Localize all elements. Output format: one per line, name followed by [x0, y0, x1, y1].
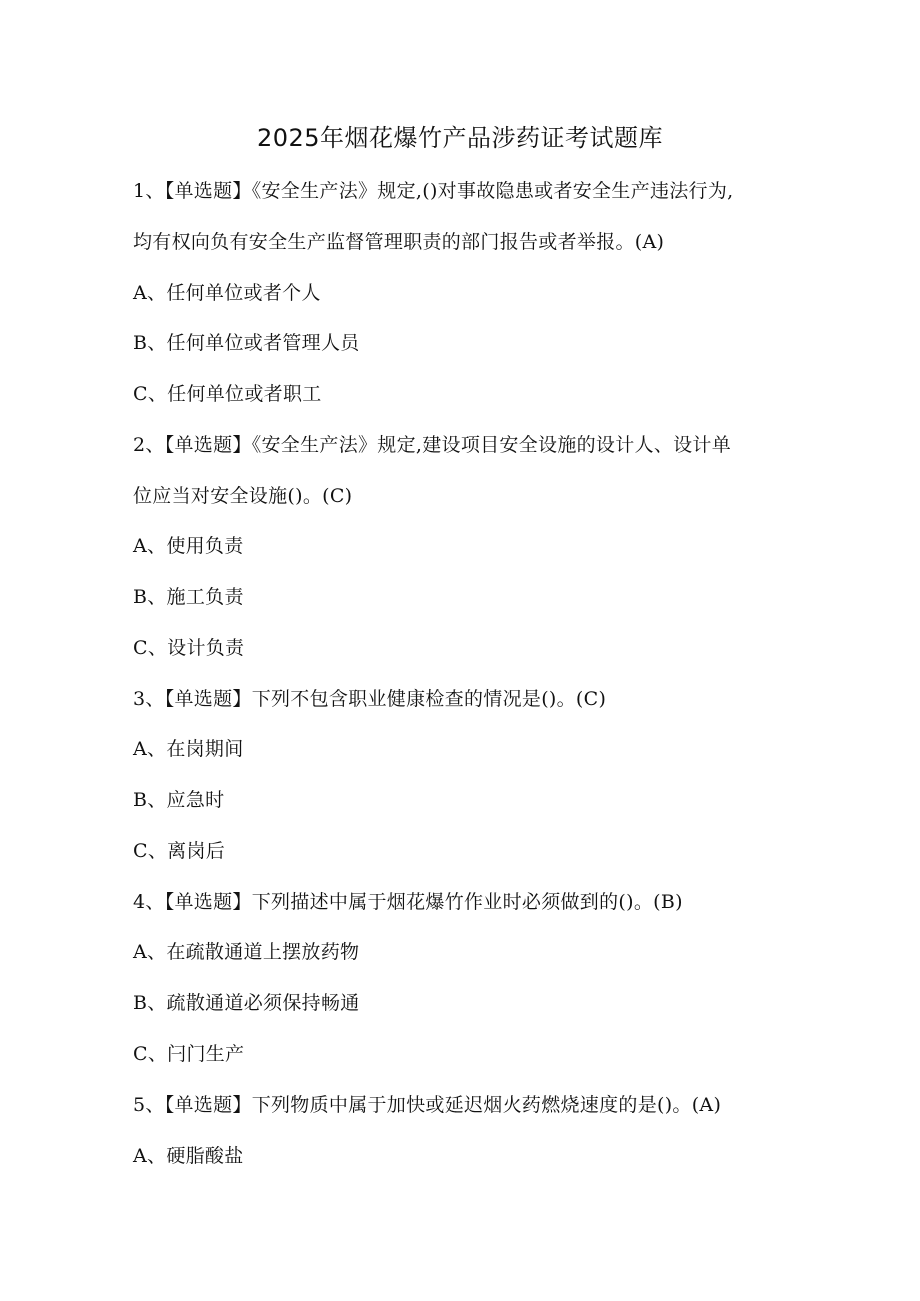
question-2-text-line-2: 位应当对安全设施()。(C) — [133, 485, 353, 507]
question-3-option-b: B、应急时 — [133, 789, 225, 811]
question-5-option-a: A、硬脂酸盐 — [133, 1145, 244, 1167]
question-2-text-line-1: 2、【单选题】《安全生产法》规定,建设项目安全设施的设计人、设计单 — [133, 434, 732, 456]
question-4-text: 4、【单选题】下列描述中属于烟花爆竹作业时必须做到的()。(B) — [133, 891, 683, 913]
question-4-option-c: C、闩门生产 — [133, 1043, 245, 1065]
question-5-text: 5、【单选题】下列物质中属于加快或延迟烟火药燃烧速度的是()。(A) — [133, 1094, 722, 1116]
document-title: 2025年烟花爆竹产品涉药证考试题库 — [256, 124, 664, 152]
question-1-text-line-2: 均有权向负有安全生产监督管理职责的部门报告或者举报。(A) — [133, 231, 665, 253]
question-3-text: 3、【单选题】下列不包含职业健康检查的情况是()。(C) — [133, 688, 607, 710]
question-4-option-a: A、在疏散通道上摆放药物 — [133, 941, 360, 963]
question-1-option-c: C、任何单位或者职工 — [133, 383, 322, 405]
question-1-text-line-1: 1、【单选题】《安全生产法》规定,()对事故隐患或者安全生产违法行为, — [133, 180, 734, 202]
question-1-option-a: A、任何单位或者个人 — [133, 282, 321, 304]
question-2-option-a: A、使用负责 — [133, 535, 244, 557]
question-2-option-b: B、施工负责 — [133, 586, 244, 608]
question-3-option-a: A、在岗期间 — [133, 738, 244, 760]
question-3-option-c: C、离岗后 — [133, 840, 226, 862]
question-1-option-b: B、任何单位或者管理人员 — [133, 332, 360, 354]
question-2-option-c: C、设计负责 — [133, 637, 245, 659]
question-4-option-b: B、疏散通道必须保持畅通 — [133, 992, 360, 1014]
